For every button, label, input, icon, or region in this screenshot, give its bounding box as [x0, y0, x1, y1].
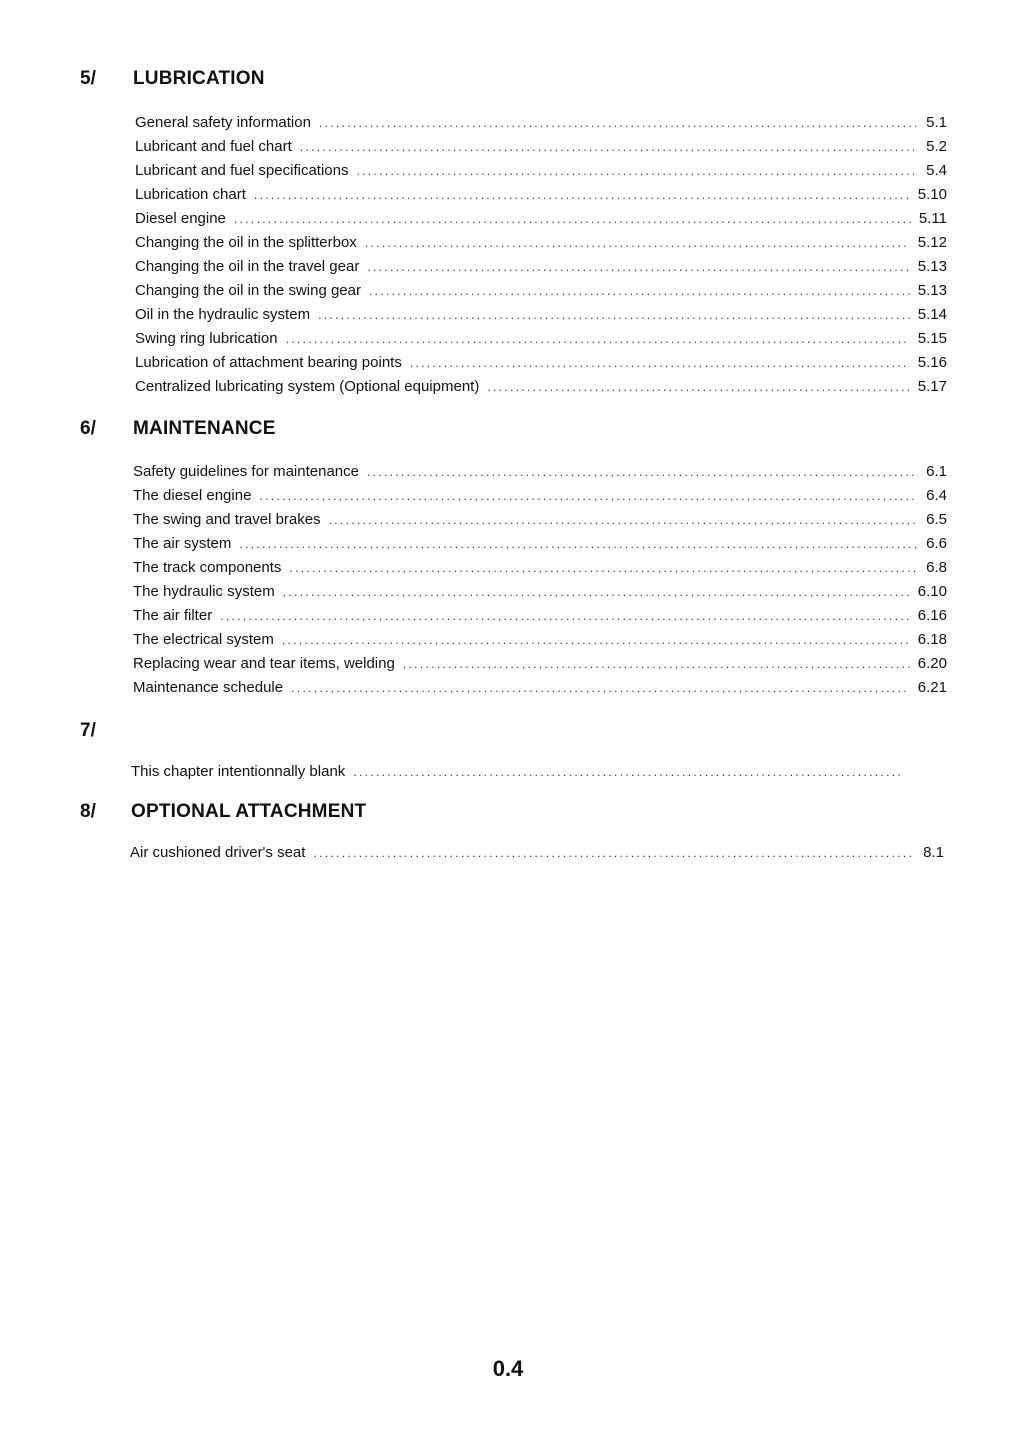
entry-page: 6.10 [917, 583, 947, 600]
dot-leader [365, 231, 910, 255]
entry-label: The track components [133, 559, 282, 576]
chapter-header [0, 68, 1024, 98]
entry-page: 6.8 [926, 559, 947, 576]
dot-leader [282, 628, 910, 652]
chapter-title: OPTIONAL ATTACHMENT [131, 801, 367, 822]
entry-page: 6.18 [917, 631, 947, 648]
chapter-7 [0, 720, 1024, 780]
toc-entry[interactable] [135, 111, 947, 135]
entry-page: 6.16 [917, 607, 947, 624]
entry-label: The diesel engine [133, 487, 252, 504]
entry-label: Diesel engine [135, 210, 226, 227]
entry-page: 5.14 [917, 306, 947, 323]
toc-entry[interactable] [135, 207, 947, 231]
dot-leader [367, 460, 918, 484]
toc-entry[interactable] [130, 841, 944, 865]
dot-leader [259, 484, 918, 508]
chapter-header [0, 418, 1024, 448]
entry-page: 5.16 [917, 354, 947, 371]
chapter-title: LUBRICATION [133, 68, 265, 89]
dot-leader [300, 135, 918, 159]
entry-label: The electrical system [133, 631, 274, 648]
toc-entry[interactable] [135, 135, 947, 159]
entry-label: Maintenance schedule [133, 679, 284, 696]
entry-label: Safety guidelines for maintenance [133, 463, 359, 480]
entry-label: Changing the oil in the swing gear [135, 282, 361, 299]
chapter-title: MAINTENANCE [133, 418, 276, 439]
entry-label: Air cushioned driver's seat [130, 844, 306, 861]
entry-page: 5.13 [917, 258, 947, 275]
toc-entry[interactable] [133, 628, 947, 652]
toc-entries [130, 841, 944, 865]
toc-entry[interactable] [131, 760, 931, 784]
toc-entry[interactable] [133, 676, 947, 700]
chapter-header [0, 720, 1024, 750]
chapter-header [0, 801, 1024, 831]
chapter-number: 7/ [80, 720, 96, 741]
toc-entry[interactable] [133, 556, 947, 580]
toc-entry[interactable] [133, 580, 947, 604]
entry-page: 6.1 [926, 463, 947, 480]
toc-entry[interactable] [135, 375, 947, 399]
dot-leader [329, 508, 919, 532]
chapter-number: 6/ [80, 418, 96, 439]
entry-page: 5.10 [917, 186, 947, 203]
entry-label: General safety information [135, 114, 311, 131]
dot-leader [410, 351, 910, 375]
dot-leader [356, 159, 918, 183]
dot-leader [369, 279, 910, 303]
entry-page: 5.1 [926, 114, 947, 131]
toc-entry[interactable] [135, 231, 947, 255]
toc-entry[interactable] [133, 532, 947, 556]
dot-leader [319, 111, 918, 135]
entry-page: 5.15 [917, 330, 947, 347]
entry-page: 5.17 [917, 378, 947, 395]
toc-entry[interactable] [135, 159, 947, 183]
entry-label: Oil in the hydraulic system [135, 306, 311, 323]
chapter-8 [0, 801, 1024, 861]
entry-page: 8.1 [923, 844, 944, 861]
dot-leader [313, 841, 915, 865]
dot-leader [403, 652, 910, 676]
entry-page: 6.20 [917, 655, 947, 672]
entry-label: The air system [133, 535, 232, 552]
toc-entry[interactable] [135, 183, 947, 207]
dot-leader [289, 556, 918, 580]
dot-leader [353, 760, 903, 784]
toc-entries [135, 111, 947, 399]
dot-leader [283, 580, 910, 604]
chapter-6 [0, 418, 1024, 696]
dot-leader [367, 255, 909, 279]
entry-page: 5.11 [918, 210, 947, 227]
toc-entry[interactable] [135, 351, 947, 375]
entry-page: 6.6 [926, 535, 947, 552]
entry-label: Centralized lubricating system (Optional equipment) [135, 378, 480, 395]
toc-entry[interactable] [133, 652, 947, 676]
entry-page: 6.4 [926, 487, 947, 504]
toc-entry[interactable] [133, 460, 947, 484]
toc-entries [131, 760, 931, 784]
entry-label: The hydraulic system [133, 583, 275, 600]
toc-entries [133, 460, 947, 700]
dot-leader [220, 604, 910, 628]
entry-label: The swing and travel brakes [133, 511, 321, 528]
dot-leader [234, 207, 911, 231]
dot-leader [318, 303, 910, 327]
dot-leader [254, 183, 910, 207]
entry-label: The air filter [133, 607, 213, 624]
entry-page: 6.21 [917, 679, 947, 696]
dot-leader [487, 375, 909, 399]
chapter-number: 5/ [80, 68, 96, 89]
entry-label: This chapter intentionnally blank [131, 763, 346, 780]
entry-label: Lubricant and fuel specifications [135, 162, 349, 179]
toc-entry[interactable] [135, 303, 947, 327]
chapter-number: 8/ [80, 801, 96, 822]
page-number: 0.4 [492, 1356, 524, 1381]
entry-label: Lubricant and fuel chart [135, 138, 292, 155]
entry-page: 5.2 [926, 138, 947, 155]
entry-page: 5.13 [917, 282, 947, 299]
toc-entry[interactable] [133, 508, 947, 532]
toc-entry[interactable] [135, 279, 947, 303]
dot-leader [286, 327, 910, 351]
toc-entry[interactable] [133, 604, 947, 628]
entry-label: Lubrication of attachment bearing points [135, 354, 402, 371]
entry-label: Changing the oil in the splitterbox [135, 234, 357, 251]
entry-page: 6.5 [926, 511, 947, 528]
toc-entry[interactable] [135, 255, 947, 279]
entry-page: 5.12 [917, 234, 947, 251]
entry-label: Swing ring lubrication [135, 330, 278, 347]
entry-label: Replacing wear and tear items, welding [133, 655, 395, 672]
chapter-5 [0, 68, 1024, 395]
entry-label: Lubrication chart [135, 186, 246, 203]
entry-page: 5.4 [926, 162, 947, 179]
toc-entry[interactable] [133, 484, 947, 508]
dot-leader [239, 532, 918, 556]
toc-entry[interactable] [135, 327, 947, 351]
dot-leader [291, 676, 910, 700]
entry-label: Changing the oil in the travel gear [135, 258, 360, 275]
